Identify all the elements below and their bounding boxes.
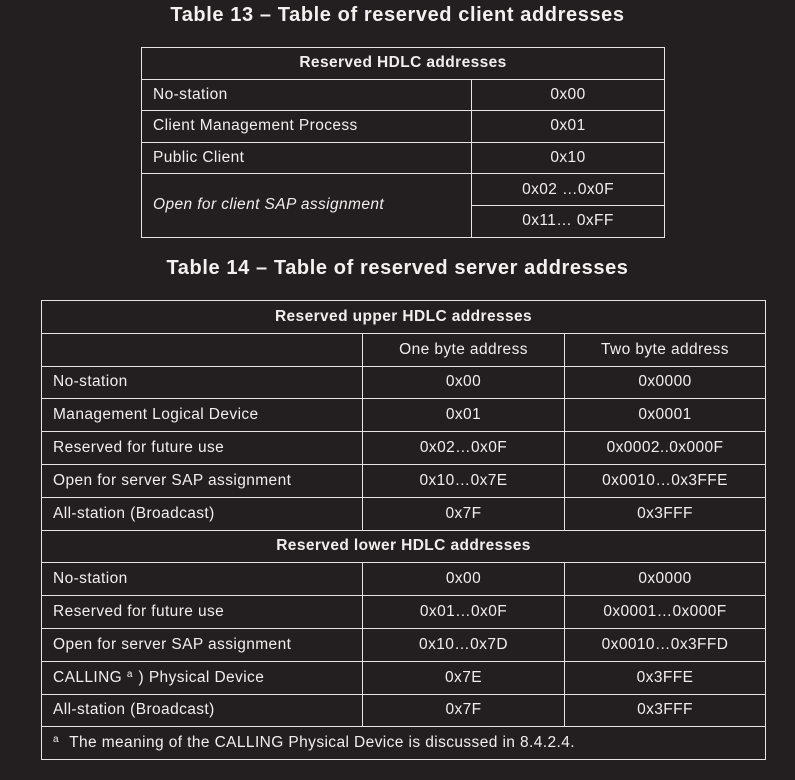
row-label: Reserved for future use	[42, 596, 363, 629]
two-byte-value: 0x0000	[565, 563, 766, 596]
row-value: 0x02 …0x0F	[472, 174, 665, 206]
one-byte-value: 0x00	[363, 563, 565, 596]
table-row	[42, 563, 766, 596]
one-byte-value: 0x7F	[363, 497, 565, 530]
table-header: Reserved HDLC addresses	[142, 48, 665, 80]
one-byte-column-header: One byte address	[363, 333, 565, 366]
one-byte-value: 0x7E	[363, 661, 565, 694]
row-label: All-station (Broadcast)	[42, 497, 363, 530]
one-byte-value: 0x10…0x7D	[363, 628, 565, 661]
reserved-client-addresses-table	[141, 47, 665, 238]
open-client-sap-label: Open for client SAP assignment	[142, 174, 472, 237]
row-value: 0x01	[472, 111, 665, 143]
one-byte-value: 0x7F	[363, 694, 565, 727]
row-label: Management Logical Device	[42, 399, 363, 432]
two-byte-value: 0x0010…0x3FFD	[565, 628, 766, 661]
table-header-row	[42, 530, 766, 563]
row-label: No-station	[42, 366, 363, 399]
column-header-row	[42, 333, 766, 366]
empty-header-cell	[42, 333, 363, 366]
table-row	[42, 399, 766, 432]
row-label: Open for server SAP assignment	[42, 464, 363, 497]
footnote-text: The meaning of the CALLING Physical Device is discussed in 8.4.2.4.	[69, 734, 575, 752]
row-value: 0x10	[472, 142, 665, 174]
footnote	[42, 727, 766, 760]
row-label: Reserved for future use	[42, 432, 363, 465]
one-byte-value: 0x01	[363, 399, 565, 432]
table-row	[42, 661, 766, 694]
one-byte-value: 0x02…0x0F	[363, 432, 565, 465]
table-header-row	[42, 301, 766, 334]
row-label: No-station	[142, 79, 472, 111]
table-row	[142, 111, 665, 143]
table-row	[42, 694, 766, 727]
calling-label-prefix: CALLING	[53, 668, 123, 686]
table-row	[142, 142, 665, 174]
row-label: Client Management Process	[142, 111, 472, 143]
two-byte-value: 0x0000	[565, 366, 766, 399]
footnote-row	[42, 727, 766, 760]
table-row	[42, 596, 766, 629]
reserved-server-addresses-table	[41, 300, 766, 760]
calling-label-suffix: ) Physical Device	[138, 668, 265, 686]
footnote-mark: a	[53, 734, 59, 746]
one-byte-value: 0x00	[363, 366, 565, 399]
table-row	[142, 174, 665, 206]
two-byte-value: 0x0010…0x3FFE	[565, 464, 766, 497]
table-row	[42, 497, 766, 530]
two-byte-value: 0x3FFF	[565, 497, 766, 530]
upper-header: Reserved upper HDLC addresses	[42, 301, 766, 334]
table-13-title: Table 13 – Table of reserved client addresses	[170, 4, 625, 26]
two-byte-value: 0x0002..0x000F	[565, 432, 766, 465]
footnote-mark: a	[126, 668, 133, 680]
two-byte-value: 0x0001…0x000F	[565, 596, 766, 629]
one-byte-value: 0x10…0x7E	[363, 464, 565, 497]
calling-row-label	[42, 661, 363, 694]
lower-header: Reserved lower HDLC addresses	[42, 530, 766, 563]
row-label: All-station (Broadcast)	[42, 694, 363, 727]
two-byte-column-header: Two byte address	[565, 333, 766, 366]
table-row	[142, 79, 665, 111]
row-label: Public Client	[142, 142, 472, 174]
row-label: Open for server SAP assignment	[42, 628, 363, 661]
two-byte-value: 0x3FFF	[565, 694, 766, 727]
table-row	[42, 366, 766, 399]
table-row	[42, 628, 766, 661]
table-14-title: Table 14 – Table of reserved server addresses	[166, 257, 629, 279]
two-byte-value: 0x0001	[565, 399, 766, 432]
table-row	[42, 464, 766, 497]
one-byte-value: 0x01…0x0F	[363, 596, 565, 629]
table-header-row	[142, 48, 665, 80]
two-byte-value: 0x3FFE	[565, 661, 766, 694]
row-label: No-station	[42, 563, 363, 596]
row-value: 0x11… 0xFF	[472, 205, 665, 237]
table-row	[42, 432, 766, 465]
row-value: 0x00	[472, 79, 665, 111]
